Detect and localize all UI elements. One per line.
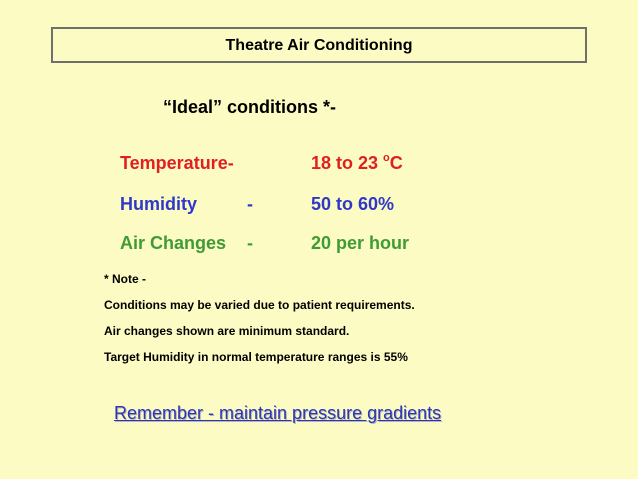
note-line: Conditions may be varied due to patient requirements. <box>104 298 415 312</box>
air-changes-label: Air Changes <box>120 233 227 253</box>
conditions-subtitle: “Ideal” conditions *- <box>163 97 337 117</box>
reminder-link[interactable]: Remember - maintain pressure gradients <box>114 403 442 423</box>
humidity-value: 50 to 60% <box>311 194 395 214</box>
temperature-value <box>311 153 403 174</box>
humidity-dash: - <box>247 194 253 214</box>
air-changes-value: 20 per hour <box>311 233 410 253</box>
temperature-label: Temperature- <box>120 153 234 173</box>
temperature-degree-sup: o <box>383 152 390 164</box>
air-changes-dash: - <box>247 233 253 253</box>
note-line: Target Humidity in normal temperature ranges is 55% <box>104 350 408 364</box>
title-box <box>51 27 587 63</box>
note-line: Air changes shown are minimum standard. <box>104 324 350 338</box>
temperature-value-main: 18 to 23 <box>311 153 384 173</box>
note-heading: * Note - <box>104 272 146 286</box>
page-title: Theatre Air Conditioning <box>225 37 413 54</box>
temperature-unit: C <box>389 153 403 173</box>
humidity-label: Humidity <box>120 194 198 214</box>
